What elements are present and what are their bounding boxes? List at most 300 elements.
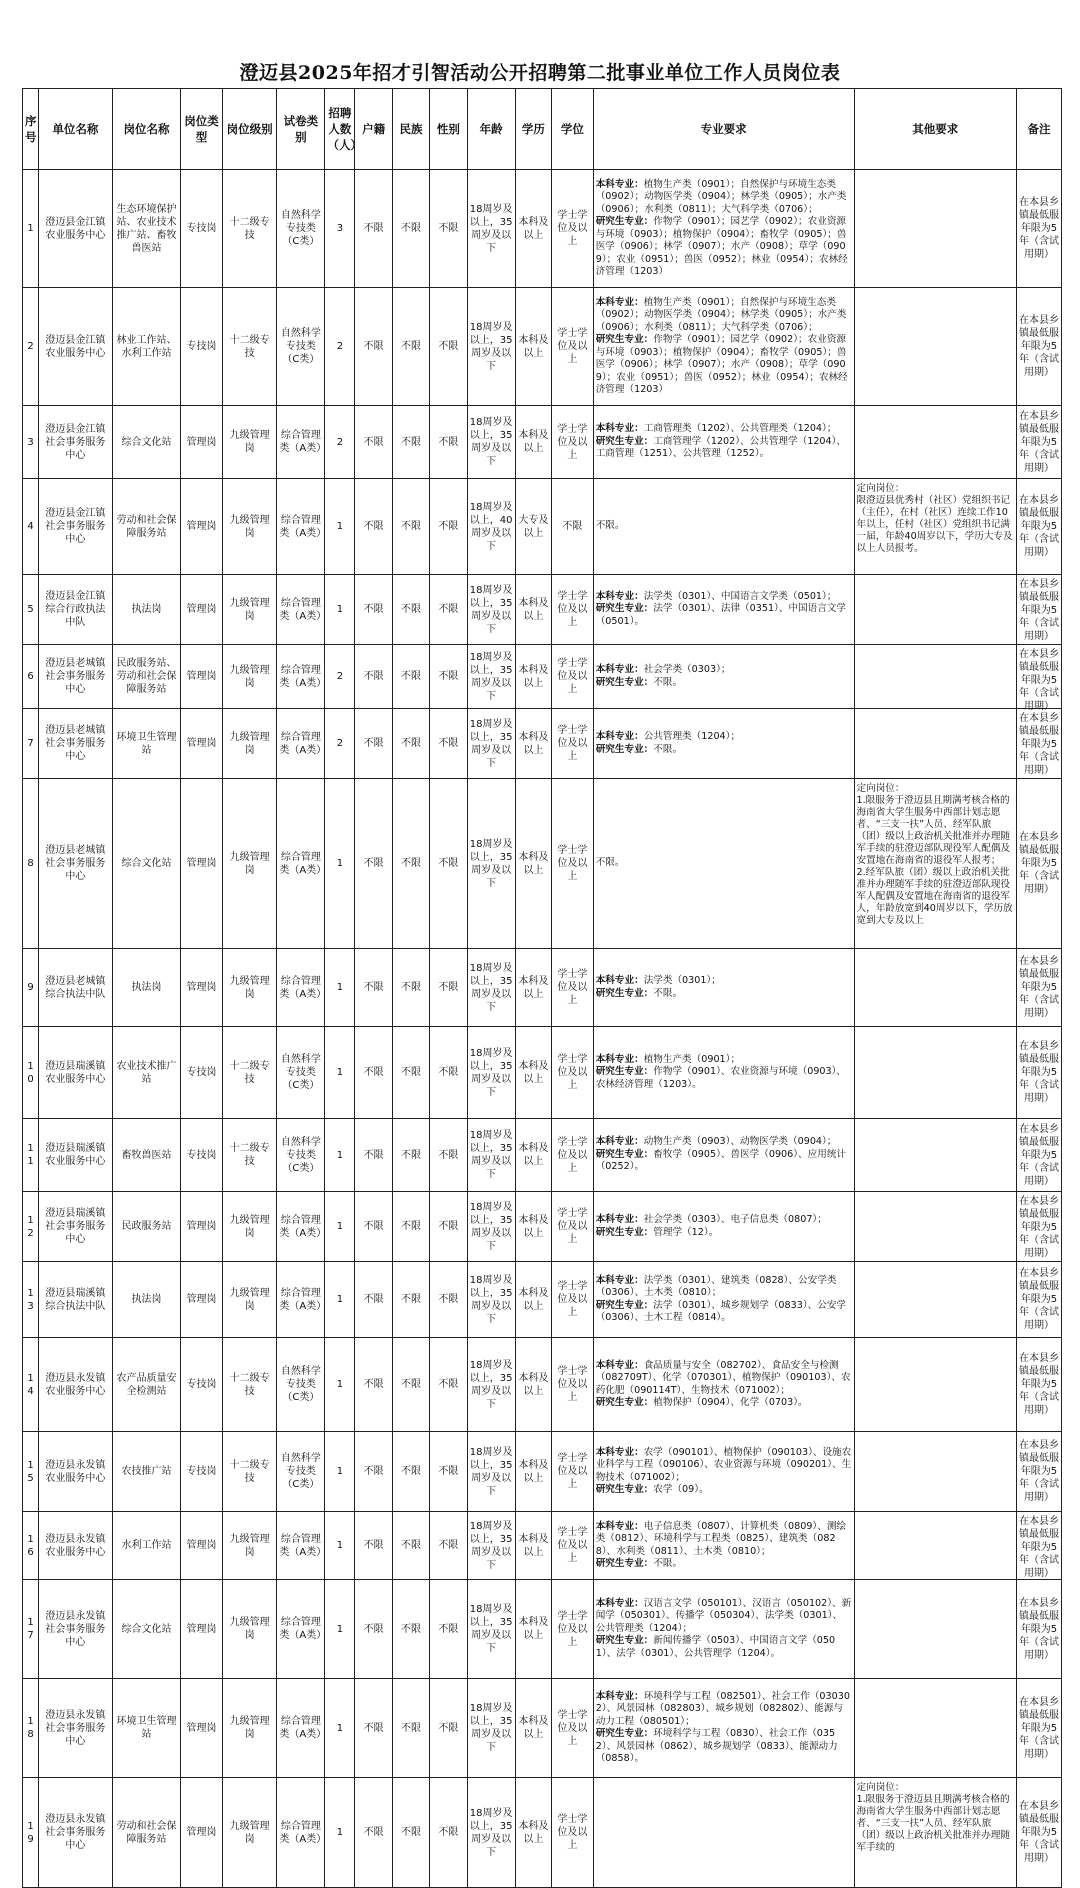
- header-cell: 性别: [430, 89, 467, 170]
- unit-name-cell: 澄迈县瑞溪镇综合执法中队: [39, 1262, 113, 1338]
- post-name-cell: 劳动和社会保障服务站: [112, 1778, 180, 1888]
- header-cell: 学位: [552, 89, 594, 170]
- ethnicity-cell: 不限: [392, 645, 429, 709]
- major-requirement-cell: [593, 1262, 854, 1338]
- header-cell: 专业要求: [593, 89, 854, 170]
- major-requirement-cell: [593, 1679, 854, 1778]
- unit-name-cell: 澄迈县金江镇社会事务服务中心: [39, 479, 113, 575]
- other-requirement-cell: [854, 1262, 1016, 1338]
- gender-cell: 不限: [430, 949, 467, 1027]
- gender-cell: 不限: [430, 406, 467, 479]
- major-label: 研究生专业：: [595, 1484, 654, 1495]
- degree-cell: 学士学位及以上: [552, 170, 594, 288]
- headcount-cell: 1: [325, 1027, 355, 1119]
- header-cell: 其他要求: [854, 89, 1016, 170]
- education-cell: 本科及以上: [515, 1512, 551, 1580]
- note-cell: [1017, 575, 1062, 645]
- table-row: [23, 949, 1062, 1027]
- post-type-cell: 专技岗: [181, 170, 223, 288]
- major-label: 本科专业：: [595, 1274, 644, 1286]
- education-cell: 本科及以上: [515, 709, 551, 779]
- major-label: 本科专业：: [595, 1520, 644, 1532]
- table-row: [23, 1580, 1062, 1679]
- major-label: 本科专业：: [595, 423, 644, 435]
- note-text: 在本县乡镇最低服年限为5年（含试用期）: [1019, 1801, 1059, 1864]
- serial-cell: 13: [23, 1262, 39, 1338]
- serial-cell: 18: [23, 1679, 39, 1778]
- ethnicity-cell: 不限: [392, 288, 429, 406]
- major-label: 本科专业：: [595, 1214, 644, 1225]
- post-type-cell: 管理岗: [181, 1679, 223, 1778]
- other-requirement-cell: [854, 1512, 1016, 1580]
- header-cell: 岗位类型: [181, 89, 223, 170]
- major-line: [596, 1447, 852, 1485]
- note-text: 在本县乡镇最低服年限为5年（含试用期）: [1019, 197, 1059, 260]
- ethnicity-cell: 不限: [392, 949, 429, 1027]
- note-text: 在本县乡镇最低服年限为5年（含试用期）: [1019, 578, 1059, 642]
- header-cell: 备注: [1017, 89, 1062, 170]
- post-level-cell: 九级管理岗: [222, 645, 277, 709]
- post-level-cell: 九级管理岗: [222, 1580, 277, 1679]
- ethnicity-cell: 不限: [392, 575, 429, 645]
- household-cell: 不限: [355, 1512, 392, 1580]
- education-cell: 本科及以上: [515, 1192, 551, 1262]
- age-cell: 18周岁及以上，35周岁及以下: [467, 1338, 515, 1432]
- post-name-cell: 综合文化站: [112, 1580, 180, 1679]
- degree-cell: 学士学位及以上: [552, 1512, 594, 1580]
- exam-category-cell: 综合管理类（A类）: [277, 779, 325, 949]
- major-text: 不限。: [595, 520, 625, 532]
- major-text: 农学（090101）、植物保护（090103）、设施农业科学与工程（090106）、农业资源与环境（090201）、生物技术（071002）；: [595, 1446, 852, 1483]
- degree-cell: 学士学位及以上: [552, 779, 594, 949]
- major-line: [596, 1521, 852, 1559]
- education-cell: 本科及以上: [515, 1778, 551, 1888]
- major-line: [596, 297, 852, 335]
- degree-cell: 学士学位及以上: [552, 1027, 594, 1119]
- post-level-cell: 十二级专技: [222, 1432, 277, 1512]
- degree-cell: 学士学位及以上: [552, 575, 594, 645]
- education-cell: 本科及以上: [515, 1338, 551, 1432]
- exam-category-cell: 自然科学专技类（C类）: [277, 1338, 325, 1432]
- serial-cell: 10: [23, 1027, 39, 1119]
- major-line: [596, 334, 852, 397]
- page-title: 澄迈县2025年招才引智活动公开招聘第二批事业单位工作人员岗位表: [239, 62, 841, 84]
- household-cell: 不限: [355, 1119, 392, 1192]
- gender-cell: 不限: [430, 1679, 467, 1778]
- gender-cell: 不限: [430, 170, 467, 288]
- major-label: 研究生专业：: [595, 1299, 654, 1311]
- degree-cell: 学士学位及以上: [552, 1432, 594, 1512]
- exam-category-cell: 综合管理类（A类）: [277, 1512, 325, 1580]
- major-text: 工商管理类（1202）、公共管理类（1204）；: [643, 423, 837, 435]
- note-cell: [1017, 1262, 1062, 1338]
- gender-cell: 不限: [430, 1432, 467, 1512]
- other-requirement-cell: [854, 1027, 1016, 1119]
- post-level-cell: 九级管理岗: [222, 709, 277, 779]
- degree-cell: 学士学位及以上: [552, 1580, 594, 1679]
- major-line: [596, 1598, 852, 1636]
- post-level-cell: 九级管理岗: [222, 1679, 277, 1778]
- ethnicity-cell: 不限: [392, 1679, 429, 1778]
- post-level-cell: 九级管理岗: [222, 1262, 277, 1338]
- major-text: 不限。: [653, 987, 683, 999]
- major-requirement-cell: [593, 779, 854, 949]
- post-name-cell: 执法岗: [112, 575, 180, 645]
- major-requirement-cell: [593, 1778, 854, 1888]
- post-level-cell: 九级管理岗: [222, 406, 277, 479]
- ethnicity-cell: 不限: [392, 1580, 429, 1679]
- education-cell: 本科及以上: [515, 575, 551, 645]
- major-line: [596, 1054, 852, 1067]
- exam-category-cell: 综合管理类（A类）: [277, 709, 325, 779]
- major-label: 本科专业：: [595, 178, 644, 190]
- post-level-cell: 十二级专技: [222, 1027, 277, 1119]
- gender-cell: 不限: [430, 1778, 467, 1888]
- major-line: [596, 664, 852, 677]
- major-requirement-cell: [593, 1512, 854, 1580]
- major-line: [596, 988, 852, 1001]
- note-text: 在本县乡镇最低服年限为5年（含试用期）: [1019, 1195, 1059, 1259]
- serial-cell: 15: [23, 1432, 39, 1512]
- headcount-cell: 1: [325, 1778, 355, 1888]
- note-text: 在本县乡镇最低服年限为5年（含试用期）: [1019, 1696, 1059, 1760]
- other-requirement-line: 定向岗位：: [856, 483, 905, 494]
- header-cell: 民族: [392, 89, 429, 170]
- exam-category-cell: 综合管理类（A类）: [277, 645, 325, 709]
- post-name-cell: 林业工作站、水利工作站: [112, 288, 180, 406]
- post-type-cell: 管理岗: [181, 1580, 223, 1679]
- table-row: [23, 1512, 1062, 1580]
- post-level-cell: 九级管理岗: [222, 575, 277, 645]
- education-cell: 本科及以上: [515, 779, 551, 949]
- unit-name-cell: 澄迈县金江镇综合行政执法中队: [39, 575, 113, 645]
- other-requirement-cell: [854, 1580, 1016, 1679]
- serial-cell: 5: [23, 575, 39, 645]
- household-cell: 不限: [355, 949, 392, 1027]
- major-label: 研究生专业：: [595, 676, 654, 688]
- headcount-cell: 1: [325, 949, 355, 1027]
- header-cell: 岗位级别: [222, 89, 277, 170]
- major-label: 研究生专业：: [595, 435, 654, 447]
- major-line: [596, 179, 852, 217]
- major-text: 植物生产类（0901）；自然保护与环境生态类（0902）；动物医学类（0904）；林学类（0905）；水产类（0906）；水利类（0811）；大气科学类（0706）；: [595, 178, 847, 215]
- headcount-cell: 2: [325, 645, 355, 709]
- degree-cell: 学士学位及以上: [552, 1192, 594, 1262]
- note-text: 在本县乡镇最低服年限为5年（含试用期）: [1019, 956, 1059, 1019]
- major-line: [596, 1227, 852, 1240]
- post-name-cell: 畜牧兽医站: [112, 1119, 180, 1192]
- household-cell: 不限: [355, 406, 392, 479]
- education-cell: 本科及以上: [515, 1119, 551, 1192]
- note-text: 在本县乡镇最低服年限为5年（含试用期）: [1019, 1440, 1059, 1503]
- ethnicity-cell: 不限: [392, 1432, 429, 1512]
- note-cell: [1017, 1580, 1062, 1679]
- degree-cell: 学士学位及以上: [552, 1262, 594, 1338]
- age-cell: 18周岁及以上，35周岁及以下: [467, 709, 515, 779]
- header-cell: 试卷类别: [277, 89, 325, 170]
- post-type-cell: 管理岗: [181, 1778, 223, 1888]
- other-requirement-cell: [854, 1338, 1016, 1432]
- degree-cell: 学士学位及以上: [552, 949, 594, 1027]
- major-label: 研究生专业：: [595, 1728, 654, 1739]
- major-label: 本科专业：: [595, 1690, 644, 1702]
- headcount-cell: 1: [325, 1580, 355, 1679]
- note-cell: [1017, 1119, 1062, 1192]
- major-line: [596, 520, 852, 533]
- age-cell: 18周岁及以上，35周岁及以下: [467, 170, 515, 288]
- education-cell: 本科及以上: [515, 170, 551, 288]
- post-level-cell: 十二级专技: [222, 1119, 277, 1192]
- household-cell: 不限: [355, 1580, 392, 1679]
- ethnicity-cell: 不限: [392, 1512, 429, 1580]
- major-requirement-cell: [593, 575, 854, 645]
- major-text: 公共管理类（1204）；: [643, 731, 741, 742]
- ethnicity-cell: 不限: [392, 1119, 429, 1192]
- major-line: [596, 677, 852, 690]
- note-text: 在本县乡镇最低服年限为5年（含试用期）: [1019, 1268, 1059, 1331]
- major-label: 研究生专业：: [595, 1148, 654, 1160]
- major-line: [596, 1066, 852, 1091]
- other-requirement-cell: [854, 645, 1016, 709]
- headcount-cell: 1: [325, 1262, 355, 1338]
- post-name-cell: 执法岗: [112, 1262, 180, 1338]
- household-cell: 不限: [355, 645, 392, 709]
- headcount-cell: 1: [325, 479, 355, 575]
- unit-name-cell: 澄迈县老城镇社会事务服务中心: [39, 709, 113, 779]
- note-cell: [1017, 1027, 1062, 1119]
- major-line: [596, 857, 852, 870]
- major-line: [596, 436, 852, 461]
- age-cell: 18周岁及以上，35周岁及以下: [467, 1778, 515, 1888]
- degree-cell: 不限: [552, 479, 594, 575]
- age-cell: 18周岁及以上，35周岁及以下: [467, 645, 515, 709]
- unit-name-cell: 澄迈县永发镇社会事务服务中心: [39, 1778, 113, 1888]
- degree-cell: 学士学位及以上: [552, 288, 594, 406]
- table-header-row: [23, 89, 1062, 170]
- other-requirement-cell: [854, 288, 1016, 406]
- post-level-cell: 十二级专技: [222, 1338, 277, 1432]
- note-cell: [1017, 1512, 1062, 1580]
- household-cell: 不限: [355, 1192, 392, 1262]
- major-line: [596, 1558, 852, 1571]
- serial-cell: 14: [23, 1338, 39, 1432]
- household-cell: 不限: [355, 479, 392, 575]
- header-cell: 岗位名称: [112, 89, 180, 170]
- exam-category-cell: 综合管理类（A类）: [277, 1679, 325, 1778]
- age-cell: 18周岁及以上，35周岁及以下: [467, 288, 515, 406]
- other-requirement-cell: [854, 949, 1016, 1027]
- ethnicity-cell: 不限: [392, 779, 429, 949]
- other-requirement-line: 定向岗位：: [856, 1782, 905, 1793]
- post-type-cell: 管理岗: [181, 709, 223, 779]
- post-type-cell: 管理岗: [181, 949, 223, 1027]
- table-row: [23, 575, 1062, 645]
- age-cell: 18周岁及以上，35周岁及以下: [467, 1262, 515, 1338]
- age-cell: 18周岁及以上，35周岁及以下: [467, 779, 515, 949]
- major-line: [596, 1275, 852, 1300]
- post-level-cell: 十二级专技: [222, 170, 277, 288]
- unit-name-cell: 澄迈县金江镇社会事务服务中心: [39, 406, 113, 479]
- table-row: [23, 1778, 1062, 1888]
- major-text: 新闻传播学（0503）、中国语言文学（0501）、法学（0301）、公共管理学（1204）。: [595, 1635, 836, 1659]
- headcount-cell: 3: [325, 170, 355, 288]
- note-text: 在本县乡镇最低服年限为5年（含试用期）: [1019, 832, 1059, 895]
- major-text: 不限。: [653, 676, 683, 688]
- major-label: 研究生专业：: [595, 603, 654, 615]
- serial-cell: 16: [23, 1512, 39, 1580]
- unit-name-cell: 澄迈县永发镇农业服务中心: [39, 1338, 113, 1432]
- serial-cell: 11: [23, 1119, 39, 1192]
- post-name-cell: 民政服务站: [112, 1192, 180, 1262]
- post-name-cell: 水利工作站: [112, 1512, 180, 1580]
- major-text: 植物保护（0904）、化学（0703）。: [653, 1397, 808, 1408]
- post-type-cell: 专技岗: [181, 288, 223, 406]
- other-requirement-cell: [854, 779, 1016, 949]
- major-requirement-cell: [593, 1338, 854, 1432]
- serial-cell: 8: [23, 779, 39, 949]
- post-type-cell: 管理岗: [181, 1512, 223, 1580]
- unit-name-cell: 澄迈县永发镇社会事务服务中心: [39, 1679, 113, 1778]
- age-cell: 18周岁及以上，35周岁及以下: [467, 1432, 515, 1512]
- education-cell: 本科及以上: [515, 645, 551, 709]
- serial-cell: 2: [23, 288, 39, 406]
- major-requirement-cell: [593, 1027, 854, 1119]
- major-text: 法学类（0301）、建筑类（0828）、公安学类（0306）、土木类（0810）；: [595, 1274, 837, 1298]
- note-cell: [1017, 479, 1062, 575]
- headcount-cell: 1: [325, 1512, 355, 1580]
- unit-name-cell: 澄迈县瑞溪镇社会事务服务中心: [39, 1192, 113, 1262]
- exam-category-cell: 综合管理类（A类）: [277, 1778, 325, 1888]
- major-text: 法学类（0301）；: [643, 975, 721, 986]
- table-row: [23, 1192, 1062, 1262]
- note-text: 在本县乡镇最低服年限为5年（含试用期）: [1019, 495, 1059, 558]
- other-requirement-cell: [854, 575, 1016, 645]
- note-text: 在本县乡镇最低服年限为5年（含试用期）: [1019, 1515, 1059, 1579]
- major-requirement-cell: [593, 170, 854, 288]
- major-text: 畜牧学（0905）、兽医学（0906）、应用统计（0252）。: [595, 1148, 847, 1173]
- major-text: 作物学（0901）；园艺学（0902）；农业资源与环境（0903）；植物保护（0904）；畜牧学（0905）；兽医学（0906）；林学（0907）；水产（0908）；草学（0909）；农业（0951）；兽医（0952）；林业（0954）；农林经济管理（1203）: [595, 216, 848, 277]
- age-cell: 18周岁及以上，35周岁及以下: [467, 1192, 515, 1262]
- table-row: [23, 479, 1062, 575]
- post-type-cell: 管理岗: [181, 406, 223, 479]
- age-cell: 18周岁及以上，35周岁及以下: [467, 1679, 515, 1778]
- major-text: 管理学（12）。: [653, 1226, 719, 1238]
- major-text: 农学（09）。: [653, 1484, 709, 1495]
- post-name-cell: 民政服务站、劳动和社会保障服务站: [112, 645, 180, 709]
- note-cell: [1017, 406, 1062, 479]
- age-cell: 18周岁及以上，35周岁及以下: [467, 1512, 515, 1580]
- gender-cell: 不限: [430, 1119, 467, 1192]
- major-requirement-cell: [593, 406, 854, 479]
- major-text: 动物生产类（0903）、动物医学类（0904）；: [643, 1136, 837, 1148]
- unit-name-cell: 澄迈县老城镇综合执法中队: [39, 949, 113, 1027]
- major-label: 本科专业：: [595, 1053, 644, 1065]
- table-row: [23, 645, 1062, 709]
- note-cell: [1017, 1778, 1062, 1888]
- major-text: 法学类（0301）、中国语言文学类（0501）；: [643, 590, 837, 602]
- major-line: [596, 1728, 852, 1766]
- major-text: 电子信息类（0807）、计算机类（0809）、测绘类（0812）、环境科学与工程类（0825）、建筑类（0828）、水利类（0811）、土木类（0810）；: [595, 1520, 847, 1557]
- serial-cell: 12: [23, 1192, 39, 1262]
- other-requirement-line: 定向岗位：: [856, 783, 905, 794]
- headcount-cell: 1: [325, 779, 355, 949]
- serial-cell: 19: [23, 1778, 39, 1888]
- education-cell: 本科及以上: [515, 1432, 551, 1512]
- major-line: [596, 1149, 852, 1174]
- post-name-cell: 综合文化站: [112, 779, 180, 949]
- headcount-cell: 2: [325, 288, 355, 406]
- gender-cell: 不限: [430, 288, 467, 406]
- major-label: 研究生专业：: [595, 987, 654, 999]
- serial-cell: 9: [23, 949, 39, 1027]
- note-text: 在本县乡镇最低服年限为5年（含试用期）: [1019, 1597, 1059, 1661]
- household-cell: 不限: [355, 1778, 392, 1888]
- major-label: 本科专业：: [595, 296, 644, 308]
- unit-name-cell: 澄迈县金江镇农业服务中心: [39, 288, 113, 406]
- other-requirement-cell: [854, 170, 1016, 288]
- serial-cell: 3: [23, 406, 39, 479]
- degree-cell: 学士学位及以上: [552, 1119, 594, 1192]
- unit-name-cell: 澄迈县瑞溪镇农业服务中心: [39, 1119, 113, 1192]
- note-cell: [1017, 645, 1062, 712]
- major-label: 研究生专业：: [595, 216, 654, 227]
- education-cell: 本科及以上: [515, 1679, 551, 1778]
- unit-name-cell: 澄迈县永发镇农业服务中心: [39, 1432, 113, 1512]
- degree-cell: 学士学位及以上: [552, 1338, 594, 1432]
- other-requirement-cell: [854, 406, 1016, 479]
- unit-name-cell: 澄迈县老城镇社会事务服务中心: [39, 779, 113, 949]
- major-requirement-cell: [593, 288, 854, 406]
- post-type-cell: 管理岗: [181, 575, 223, 645]
- note-text: 在本县乡镇最低服年限为5年（含试用期）: [1019, 1353, 1059, 1416]
- major-line: [596, 1484, 852, 1497]
- age-cell: 18周岁及以上，40周岁及以下: [467, 479, 515, 575]
- degree-cell: 学士学位及以上: [552, 1679, 594, 1778]
- unit-name-cell: 澄迈县永发镇农业服务中心: [39, 1512, 113, 1580]
- major-text: 社会学类（0303）、电子信息类（0807）；: [643, 1214, 827, 1225]
- education-cell: 本科及以上: [515, 1580, 551, 1679]
- other-requirement-line: 限澄迈县优秀村（社区）党组织书记（主任），在村（社区）连续工作10年以上，任村（社区）党组织书记满一届，年龄40周岁以下，学历大专及以上人员报考。: [856, 495, 1013, 554]
- major-label: 本科专业：: [595, 1136, 644, 1148]
- degree-cell: 学士学位及以上: [552, 1778, 594, 1888]
- note-text: 在本县乡镇最低服年限为5年（含试用期）: [1019, 410, 1059, 474]
- table-row: [23, 406, 1062, 479]
- ethnicity-cell: 不限: [392, 1262, 429, 1338]
- headcount-cell: 1: [325, 575, 355, 645]
- post-type-cell: 管理岗: [181, 645, 223, 709]
- household-cell: 不限: [355, 1027, 392, 1119]
- header-cell: 单位名称: [39, 89, 113, 170]
- post-level-cell: 九级管理岗: [222, 779, 277, 949]
- post-type-cell: 专技岗: [181, 1027, 223, 1119]
- exam-category-cell: 综合管理类（A类）: [277, 949, 325, 1027]
- gender-cell: 不限: [430, 709, 467, 779]
- degree-cell: 学士学位及以上: [552, 645, 594, 709]
- major-label: 研究生专业：: [595, 1226, 654, 1238]
- age-cell: 18周岁及以上，35周岁及以下: [467, 406, 515, 479]
- unit-name-cell: 澄迈县永发镇社会事务服务中心: [39, 1580, 113, 1679]
- ethnicity-cell: 不限: [392, 1778, 429, 1888]
- post-type-cell: 管理岗: [181, 779, 223, 949]
- headcount-cell: 1: [325, 1192, 355, 1262]
- post-level-cell: 九级管理岗: [222, 1512, 277, 1580]
- gender-cell: 不限: [430, 1262, 467, 1338]
- gender-cell: 不限: [430, 575, 467, 645]
- education-cell: 本科及以上: [515, 1262, 551, 1338]
- ethnicity-cell: 不限: [392, 709, 429, 779]
- gender-cell: 不限: [430, 779, 467, 949]
- post-name-cell: 生态环境保护站、农业技术推广站、畜牧兽医站: [112, 170, 180, 288]
